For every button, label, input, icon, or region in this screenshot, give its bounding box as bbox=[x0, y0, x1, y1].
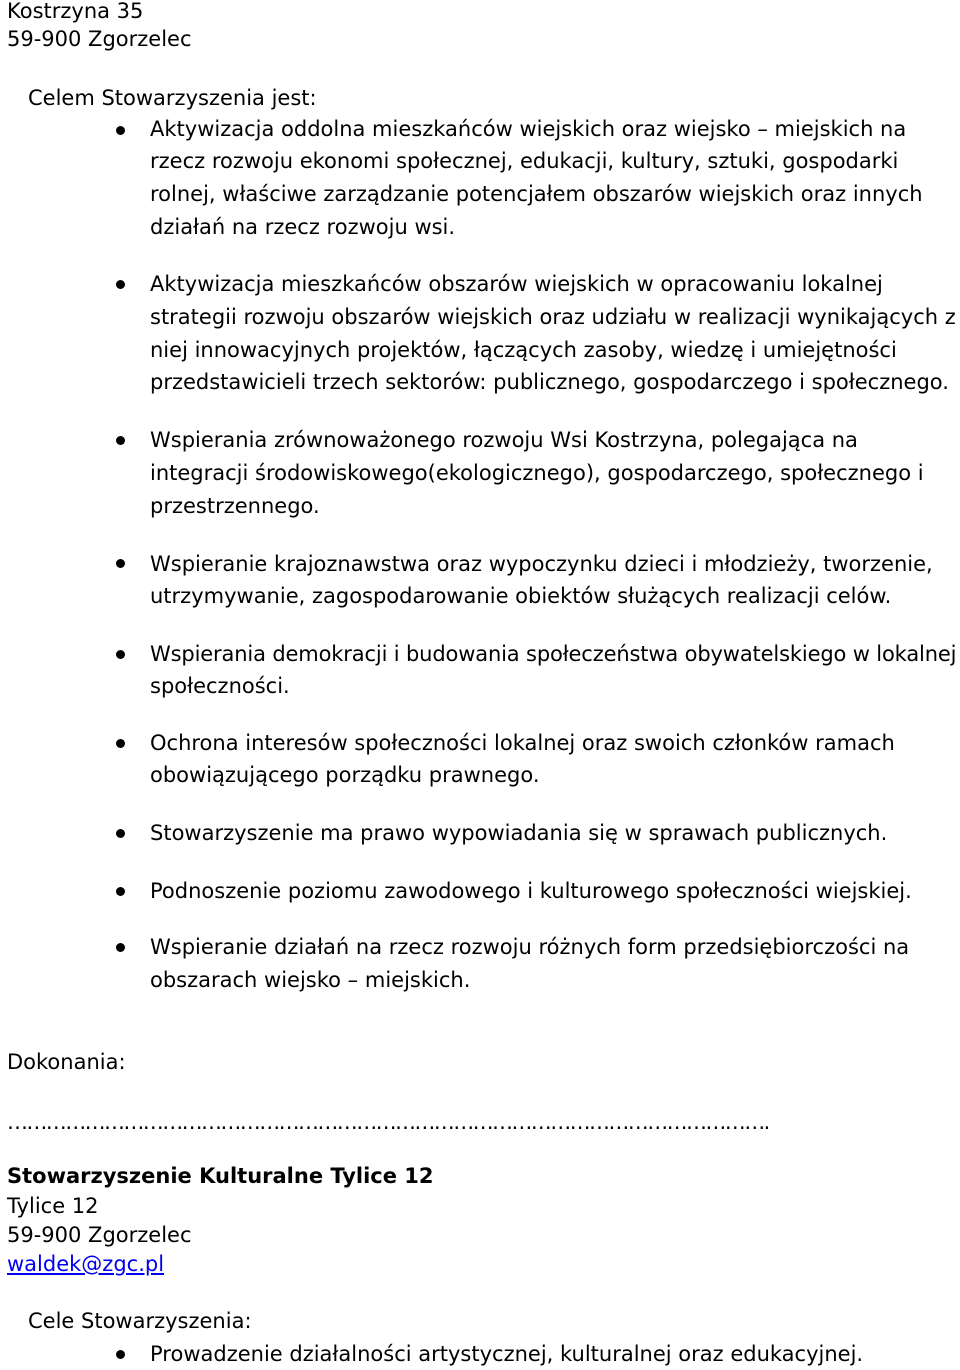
goal-line: Ochrona interesów społeczności lokalnej oraz swoich członków ramach bbox=[150, 731, 895, 755]
goal-line: działań na rzecz rozwoju wsi. bbox=[150, 215, 456, 239]
bullet-icon bbox=[116, 559, 125, 568]
bullet-icon bbox=[116, 436, 125, 445]
bullet-icon bbox=[116, 126, 125, 135]
goal-line: obszarach wiejsko – miejskich. bbox=[150, 968, 471, 992]
goal-line: Wspierania zrównoważonego rozwoju Wsi Kostrzyna, polegająca na bbox=[150, 428, 858, 452]
goal-line: strategii rozwoju obszarów wiejskich oraz udziału w realizacji wynikających z bbox=[150, 305, 956, 329]
goal-line: niej innowacyjnych projektów, łączących zasoby, wiedzę i umiejętności bbox=[150, 338, 897, 362]
goal-line: Wspieranie działań na rzecz rozwoju różnych form przedsiębiorczości na bbox=[150, 935, 910, 959]
bullet-icon bbox=[116, 829, 125, 838]
bullet-icon bbox=[116, 943, 125, 952]
goal-line: Aktywizacja mieszkańców obszarów wiejskich w opracowaniu lokalnej bbox=[150, 272, 883, 296]
goal-line: przestrzennego. bbox=[150, 494, 320, 518]
goal-line: Aktywizacja oddolna mieszkańców wiejskich oraz wiejsko – miejskich na bbox=[150, 117, 907, 141]
goal-line: integracji środowiskowego(ekologicznego), gospodarczego, społecznego i bbox=[150, 461, 924, 485]
email-link-wrap bbox=[7, 1248, 164, 1280]
goal-line: rzecz rozwoju ekonomi społecznej, edukacji, kultury, sztuki, gospodarki bbox=[150, 149, 899, 173]
goal-line: społeczności. bbox=[150, 674, 290, 698]
achievements-label: Dokonania: bbox=[7, 1050, 126, 1074]
bullet-icon bbox=[116, 887, 125, 896]
address-street: Kostrzyna 35 bbox=[7, 0, 144, 23]
goal-line: obowiązującego porządku prawnego. bbox=[150, 763, 540, 787]
goal-line: utrzymywanie, zagospodarowanie obiektów służących realizacji celów. bbox=[150, 584, 892, 608]
address-city: 59-900 Zgorzelec bbox=[7, 27, 192, 51]
address-city: 59-900 Zgorzelec bbox=[7, 1223, 192, 1247]
goal-line: rolnej, właściwe zarządzanie potencjałem obszarów wiejskich oraz innych bbox=[150, 182, 923, 206]
goal-line: Prowadzenie działalności artystycznej, kulturalnej oraz edukacyjnej. bbox=[150, 1342, 864, 1366]
email-link[interactable]: waldek@zgc.pl bbox=[7, 1252, 165, 1276]
address-street: Tylice 12 bbox=[7, 1194, 99, 1218]
bullet-icon bbox=[116, 280, 125, 289]
organization-name: Stowarzyszenie Kulturalne Tylice 12 bbox=[7, 1164, 434, 1188]
goal-line: Podnoszenie poziomu zawodowego i kulturowego społeczności wiejskiej. bbox=[150, 879, 912, 903]
goal-line: przedstawicieli trzech sektorów: publicznego, gospodarczego i społecznego. bbox=[150, 370, 949, 394]
bullet-icon bbox=[116, 650, 125, 659]
goals-intro: Cele Stowarzyszenia: bbox=[28, 1309, 252, 1333]
goal-line: Wspieranie krajoznawstwa oraz wypoczynku dzieci i młodzieży, tworzenie, bbox=[150, 552, 933, 576]
goals-intro: Celem Stowarzyszenia jest: bbox=[28, 86, 317, 110]
dotted-line: ………………………………………………………………………………………………………. bbox=[7, 1110, 769, 1134]
goal-line: Stowarzyszenie ma prawo wypowiadania się w sprawach publicznych. bbox=[150, 821, 888, 845]
bullet-icon bbox=[116, 1350, 125, 1359]
bullet-icon bbox=[116, 739, 125, 748]
goal-line: Wspierania demokracji i budowania społeczeństwa obywatelskiego w lokalnej bbox=[150, 642, 957, 666]
